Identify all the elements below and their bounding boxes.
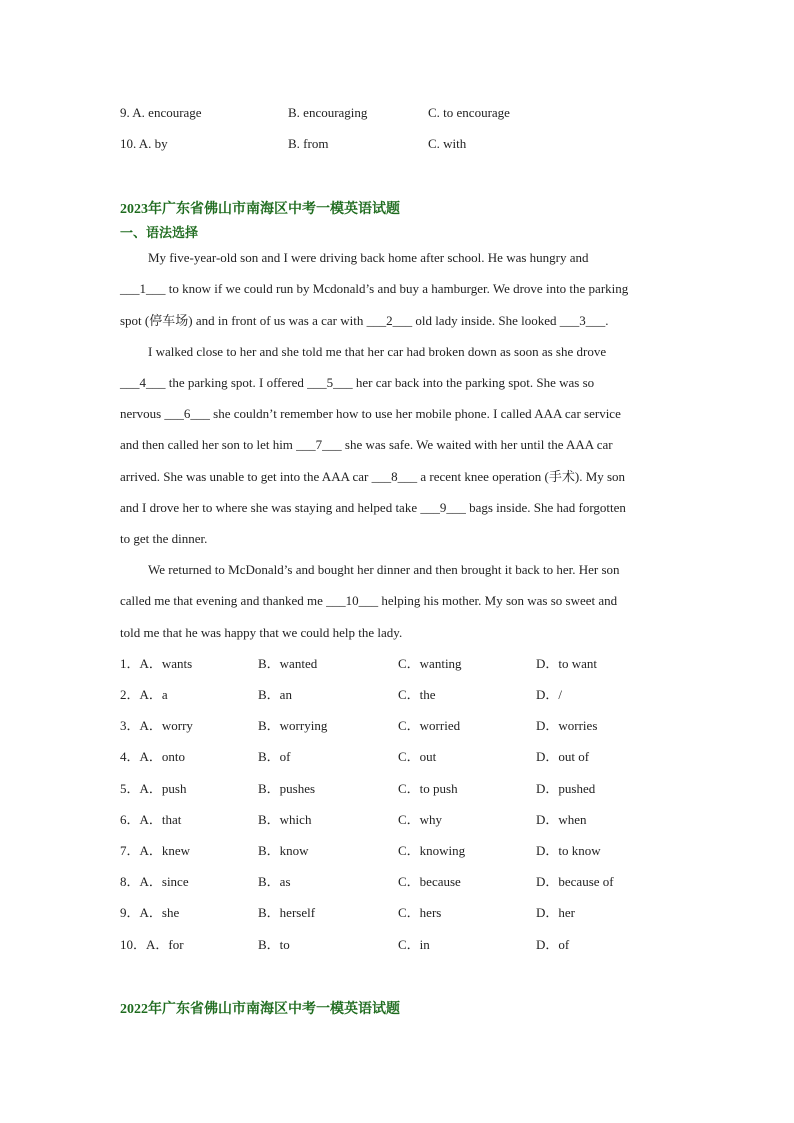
option-b: B．pushes xyxy=(258,781,316,796)
option-d: D．worries xyxy=(536,718,598,733)
option-c: C．why xyxy=(398,812,443,827)
option-c: C．to push xyxy=(398,781,458,796)
option-row-8 xyxy=(120,874,680,890)
section-title-2022: 2022年广东省佛山市南海区中考一模英语试题 xyxy=(120,1002,400,1017)
passage-line: arrived. She was unable to get into the AAA car ___8___ a recent knee operation (手术). My son xyxy=(120,469,626,484)
option-row-2 xyxy=(120,687,680,703)
passage-line: and then called her son to let him ___7___ she was safe. We waited with her until the AAA car xyxy=(120,437,613,452)
option-row-4 xyxy=(120,749,680,765)
option-b: B．know xyxy=(258,843,309,858)
passage-line: called me that evening and thanked me ___10___ helping his mother. My son was so sweet and xyxy=(120,593,618,608)
option-b: B．as xyxy=(258,874,291,889)
option-row-6 xyxy=(120,812,680,828)
option-d: D．because of xyxy=(536,874,614,889)
prev-option-row-10 xyxy=(120,136,680,152)
option-d: D．out of xyxy=(536,749,590,764)
option-d: D．of xyxy=(536,937,570,952)
option-d: D．when xyxy=(536,812,587,827)
option-b: B．an xyxy=(258,687,292,702)
option-d: D．/ xyxy=(536,687,563,702)
option-b: B．of xyxy=(258,749,291,764)
option-a: 8．A．since xyxy=(120,874,189,889)
option-c: C. with xyxy=(428,136,467,151)
passage-line: spot (停车场) and in front of us was a car with ___2___ old lady inside. She looked ___3___. xyxy=(120,313,609,328)
option-row-3 xyxy=(120,718,680,734)
option-b: B. from xyxy=(288,136,329,151)
option-a: 9．A．she xyxy=(120,905,180,920)
option-d: D．pushed xyxy=(536,781,596,796)
option-c: C．the xyxy=(398,687,436,702)
passage-line: ___4___ the parking spot. I offered ___5___ her car back into the parking spot. She was so xyxy=(120,375,595,390)
option-a: 3．A．worry xyxy=(120,718,193,733)
option-b: B．worrying xyxy=(258,718,328,733)
option-row-1 xyxy=(120,656,680,672)
option-c: C．wanting xyxy=(398,656,462,671)
option-row-7 xyxy=(120,843,680,859)
passage-line: We returned to McDonald’s and bought her dinner and then brought it back to her. Her son xyxy=(148,562,620,577)
option-c: C．out xyxy=(398,749,437,764)
option-d: D．her xyxy=(536,905,575,920)
option-a: 4．A．onto xyxy=(120,749,186,764)
part-label-grammar: 一、语法选择 xyxy=(120,225,199,240)
option-d: D．to know xyxy=(536,843,601,858)
option-a: 5．A．push xyxy=(120,781,187,796)
option-b: B．wanted xyxy=(258,656,318,671)
option-row-9 xyxy=(120,905,680,921)
option-b: B．which xyxy=(258,812,312,827)
option-row-5 xyxy=(120,781,680,797)
option-c: C．worried xyxy=(398,718,461,733)
option-a: 7．A．knew xyxy=(120,843,191,858)
passage-line: ___1___ to know if we could run by Mcdonald’s and buy a hamburger. We drove into the parking xyxy=(120,281,629,296)
option-a: 10. A. by xyxy=(120,136,168,151)
passage-line: told me that he was happy that we could help the lady. xyxy=(120,625,403,640)
option-c: C. to encourage xyxy=(428,105,510,120)
option-c: C．because xyxy=(398,874,461,889)
passage-line: to get the dinner. xyxy=(120,531,208,546)
option-a: 9. A. encourage xyxy=(120,105,202,120)
option-row-10 xyxy=(120,937,680,953)
option-a: 1．A．wants xyxy=(120,656,193,671)
option-a: 10．A．for xyxy=(120,937,184,952)
passage-line: nervous ___6___ she couldn’t remember how to use her mobile phone. I called AAA car service xyxy=(120,406,621,421)
passage-line: My five-year-old son and I were driving back home after school. He was hungry and xyxy=(148,250,589,265)
option-a: 2．A．a xyxy=(120,687,168,702)
section-title-2023: 2023年广东省佛山市南海区中考一模英语试题 xyxy=(120,202,400,217)
option-b: B．herself xyxy=(258,905,316,920)
option-b: B. encouraging xyxy=(288,105,368,120)
option-d: D．to want xyxy=(536,656,598,671)
option-a: 6．A．that xyxy=(120,812,182,827)
option-c: C．knowing xyxy=(398,843,466,858)
prev-option-row-9 xyxy=(120,105,680,121)
option-c: C．in xyxy=(398,937,430,952)
option-c: C．hers xyxy=(398,905,442,920)
option-b: B．to xyxy=(258,937,290,952)
passage-line: I walked close to her and she told me that her car had broken down as soon as she drove xyxy=(148,344,607,359)
passage-line: and I drove her to where she was staying and helped take ___9___ bags inside. She had forgotten xyxy=(120,500,626,515)
